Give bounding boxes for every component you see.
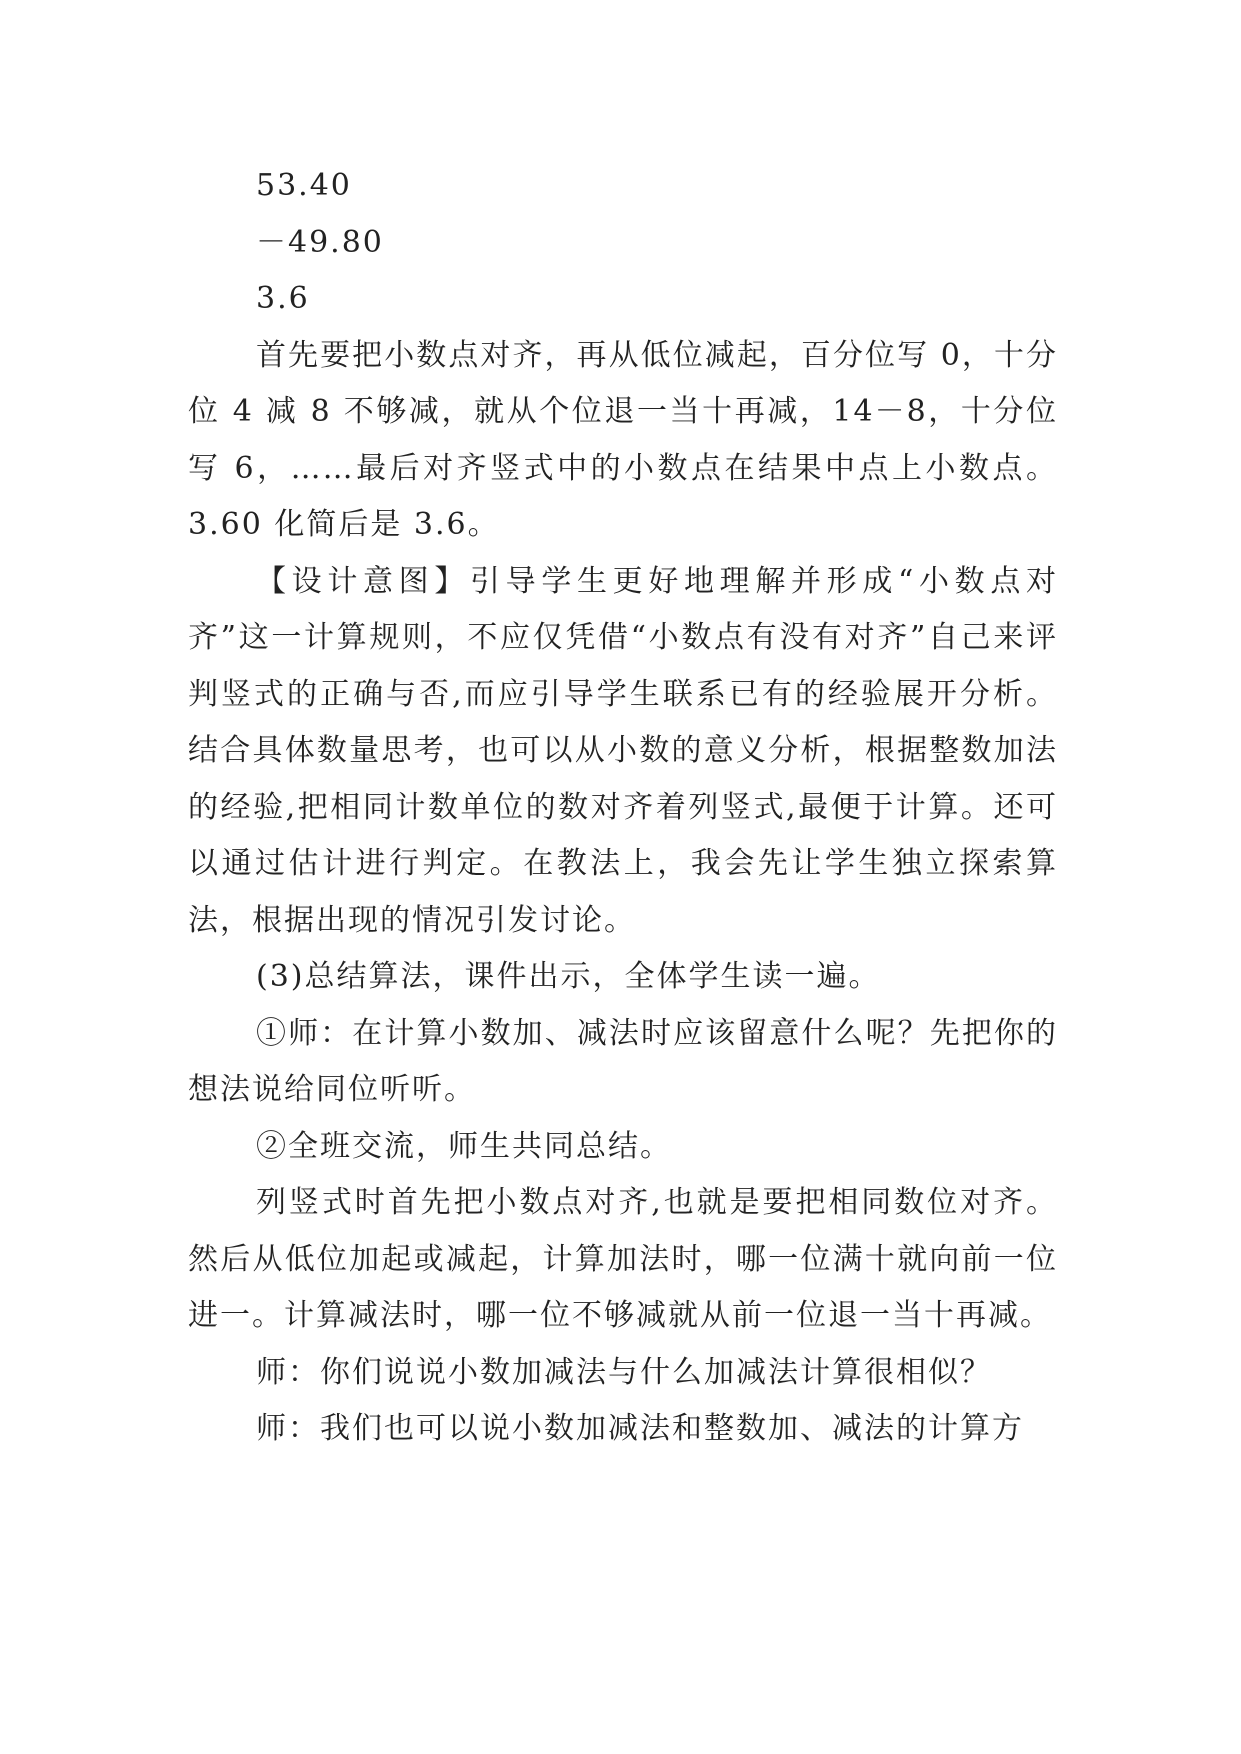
teacher-line-2: 师：我们也可以说小数加减法和整数加、减法的计算方 (256, 1411, 1024, 1446)
page-body (188, 158, 1058, 1458)
design-intent-paragraph: 【设计意图】引导学生更好地理解并形成“小数点对齐”这一计算规则，不应仅凭借“小数点有没有对齐”自己来评判竖式的正确与否,而应引导学生联系已有的经验展开分析。结合具体数量思考，也可以从小数的意义分析，根据整数加法的经验,把相同计数单位的数对齐着列竖式,最便于计算。还可以通过估计进行判定。在教法上，我会先让学生独立探索算法，根据出现的情况引发讨论。 (188, 563, 1058, 938)
calc-minuend: 53.40 (256, 168, 352, 203)
teacher-line-1: 师：你们说说小数加减法与什么加减法计算很相似？ (256, 1354, 992, 1390)
class-discussion: ②全班交流，师生共同总结。 (256, 1128, 672, 1164)
summary-paragraph: 列竖式时首先把小数点对齐,也就是要把相同数位对齐。然后从低位加起或减起，计算加法时，哪一位满十就向前一位进一。计算减法时，哪一位不够减就从前一位退一当十再减。 (188, 1185, 1058, 1333)
calc-result: 3.6 (256, 281, 310, 316)
step-3-heading: (3)总结算法，课件出示，全体学生读一遍。 (256, 959, 881, 994)
calc-subtrahend: －49.80 (256, 224, 384, 260)
explanation-paragraph: 首先要把小数点对齐，再从低位减起，百分位写 0，十分位 4 减 8 不够减，就从个位退一当十再减，14－8，十分位写 6，……最后对齐竖式中的小数点在结果中点上小数点。3.60 化简后是 3.6。 (188, 337, 1058, 542)
teacher-question-1: ①师：在计算小数加、减法时应该留意什么呢？先把你的想法说给同位听听。 (188, 1015, 1058, 1107)
